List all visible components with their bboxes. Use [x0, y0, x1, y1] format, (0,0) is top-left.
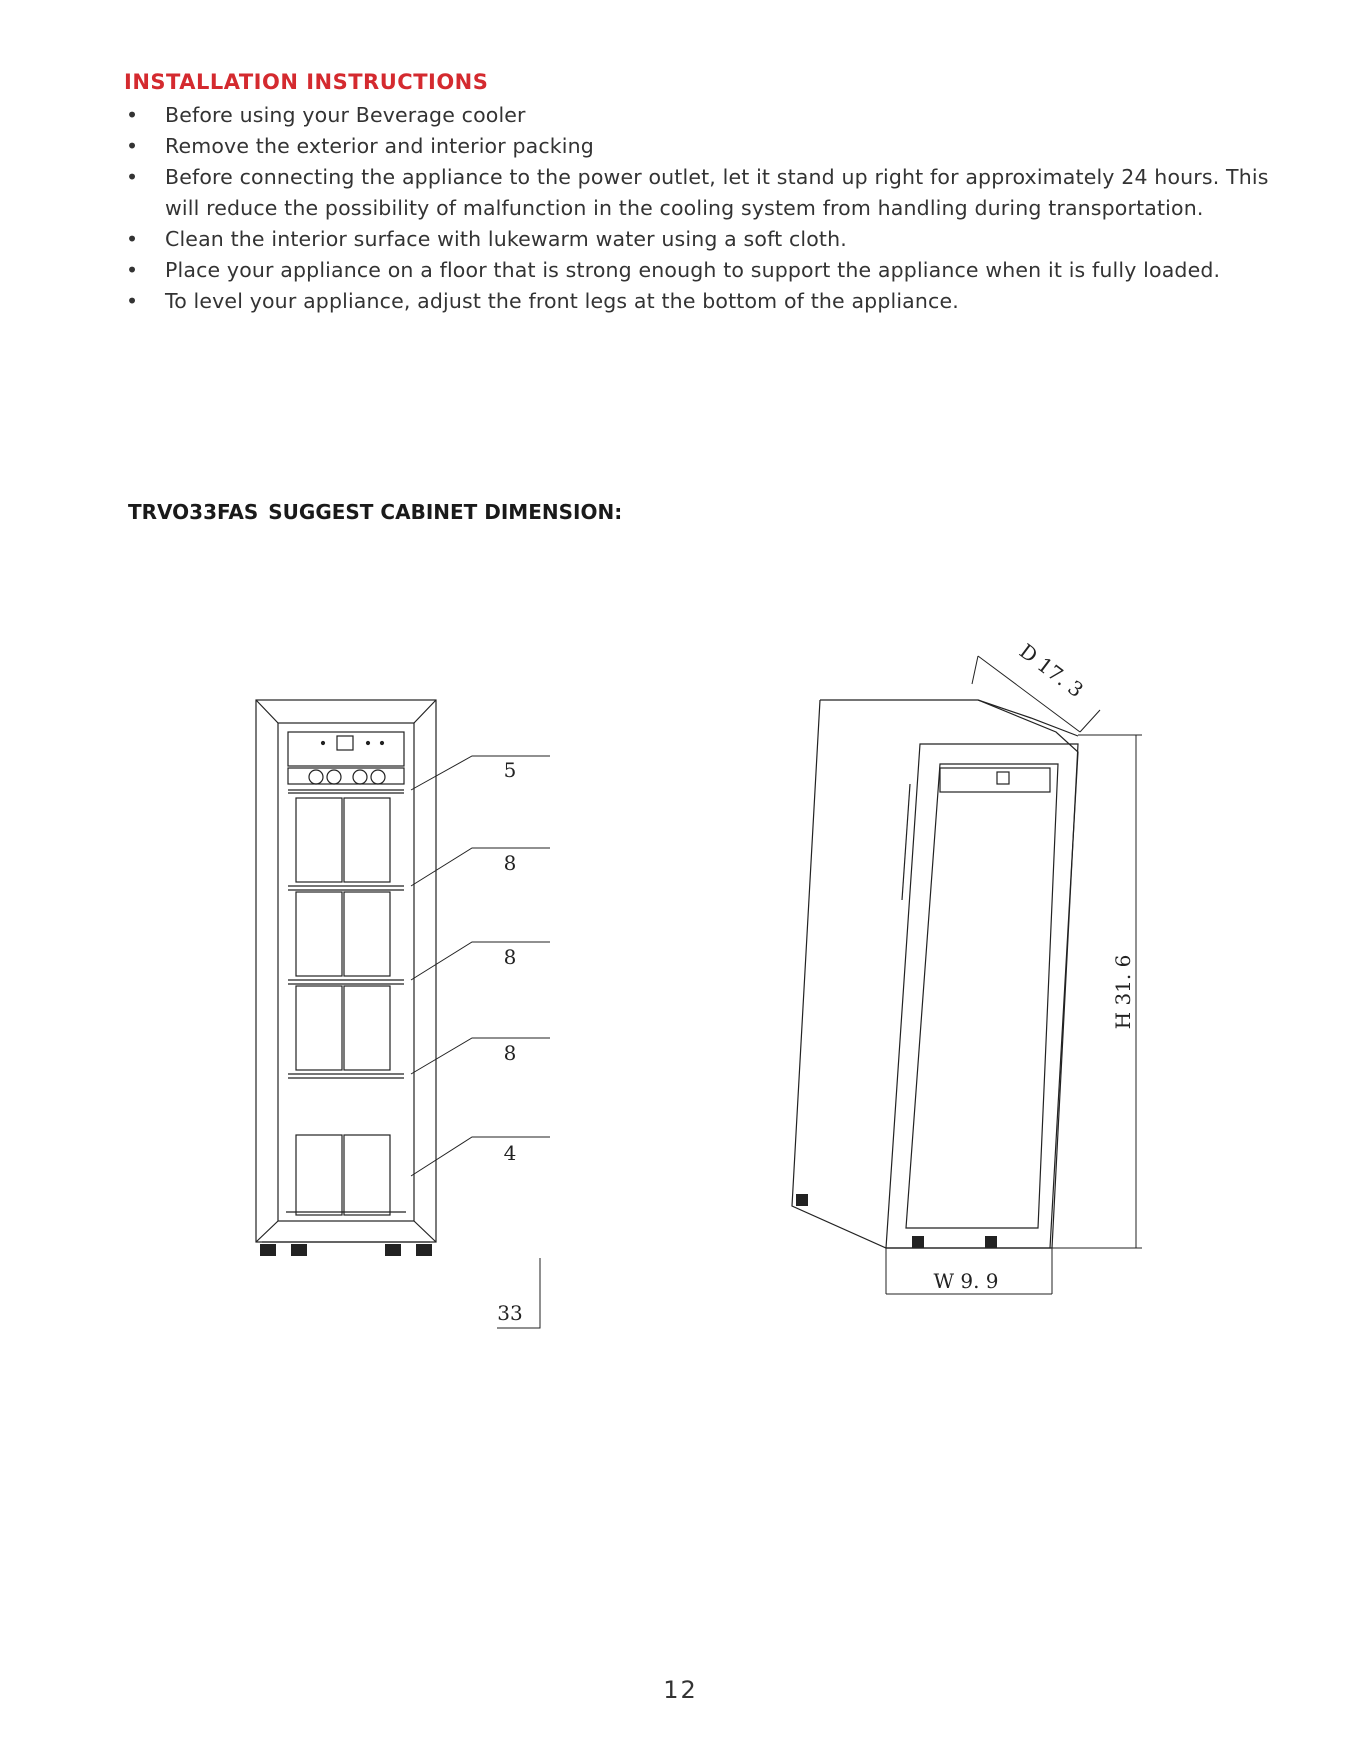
list-item-text: Remove the exterior and interior packing: [165, 134, 594, 158]
list-item: [124, 100, 1274, 131]
height-label: H 31. 6: [1111, 954, 1135, 1030]
cabinet-side: [792, 700, 1078, 1248]
can-rows: [286, 798, 406, 1215]
list-item-text: Before using your Beverage cooler: [165, 103, 526, 127]
front-feet: [260, 1244, 432, 1256]
installation-list: [124, 100, 1274, 317]
list-item-text: Clean the interior surface with lukewarm water using a soft cloth.: [165, 227, 847, 251]
side-view-labels: [933, 639, 1135, 1293]
list-item-text: To level your appliance, adjust the front legs at the bottom of the appliance.: [165, 289, 959, 313]
shelf-leader-lines: [411, 756, 550, 1176]
installation-heading: INSTALLATION INSTRUCTIONS: [124, 70, 489, 94]
cabinet-dimension-heading: [128, 500, 622, 524]
bullet-icon: •: [126, 258, 139, 282]
door-frame: [886, 744, 1078, 1248]
front-view-drawing: [256, 700, 550, 1328]
bullet-icon: •: [126, 227, 139, 251]
width-label: W 9. 9: [933, 1269, 999, 1293]
shelf-capacity-label: 4: [503, 1141, 517, 1165]
side-control-panel: [940, 768, 1050, 792]
depth-label: D 17. 3: [1014, 638, 1088, 703]
top-shelf: [288, 768, 404, 784]
front-outer-frame: [256, 700, 436, 1242]
bullet-icon: •: [126, 289, 139, 313]
list-item: [124, 224, 1274, 255]
list-item-text: Place your appliance on a floor that is strong enough to support the appliance when it is fully loaded.: [165, 258, 1221, 282]
cabinet-heading-text: SUGGEST CABINET DIMENSION:: [268, 500, 623, 524]
bullet-icon: •: [126, 103, 139, 127]
list-item: [124, 255, 1274, 286]
cabinet-dimension-diagram: [0, 620, 1361, 1420]
list-item: [124, 286, 1274, 317]
list-item: [124, 131, 1274, 162]
side-view-drawing: [792, 656, 1142, 1294]
page-number: 12: [663, 1676, 698, 1704]
total-capacity-label: 33: [497, 1301, 523, 1325]
control-panel: [288, 732, 404, 766]
list-item: [124, 162, 1274, 224]
list-item-text: Before connecting the appliance to the power outlet, let it stand up right for approximately 24 hours. This will reduce the possibility of malfunction in the cooling system from handling during transportation.: [165, 165, 1269, 220]
shelf-capacity-label: 8: [503, 851, 517, 875]
shelf-capacity-label: 8: [503, 1041, 517, 1065]
bullet-icon: •: [126, 165, 139, 189]
display-icon: [337, 736, 353, 750]
door-glass: [906, 764, 1058, 1228]
shelf-capacity-label: 8: [503, 945, 517, 969]
front-view-labels: [497, 758, 522, 1325]
shelf-capacity-label: 5: [503, 758, 517, 782]
model-number: TRVO33FAS: [128, 500, 259, 524]
bullet-icon: •: [126, 134, 139, 158]
